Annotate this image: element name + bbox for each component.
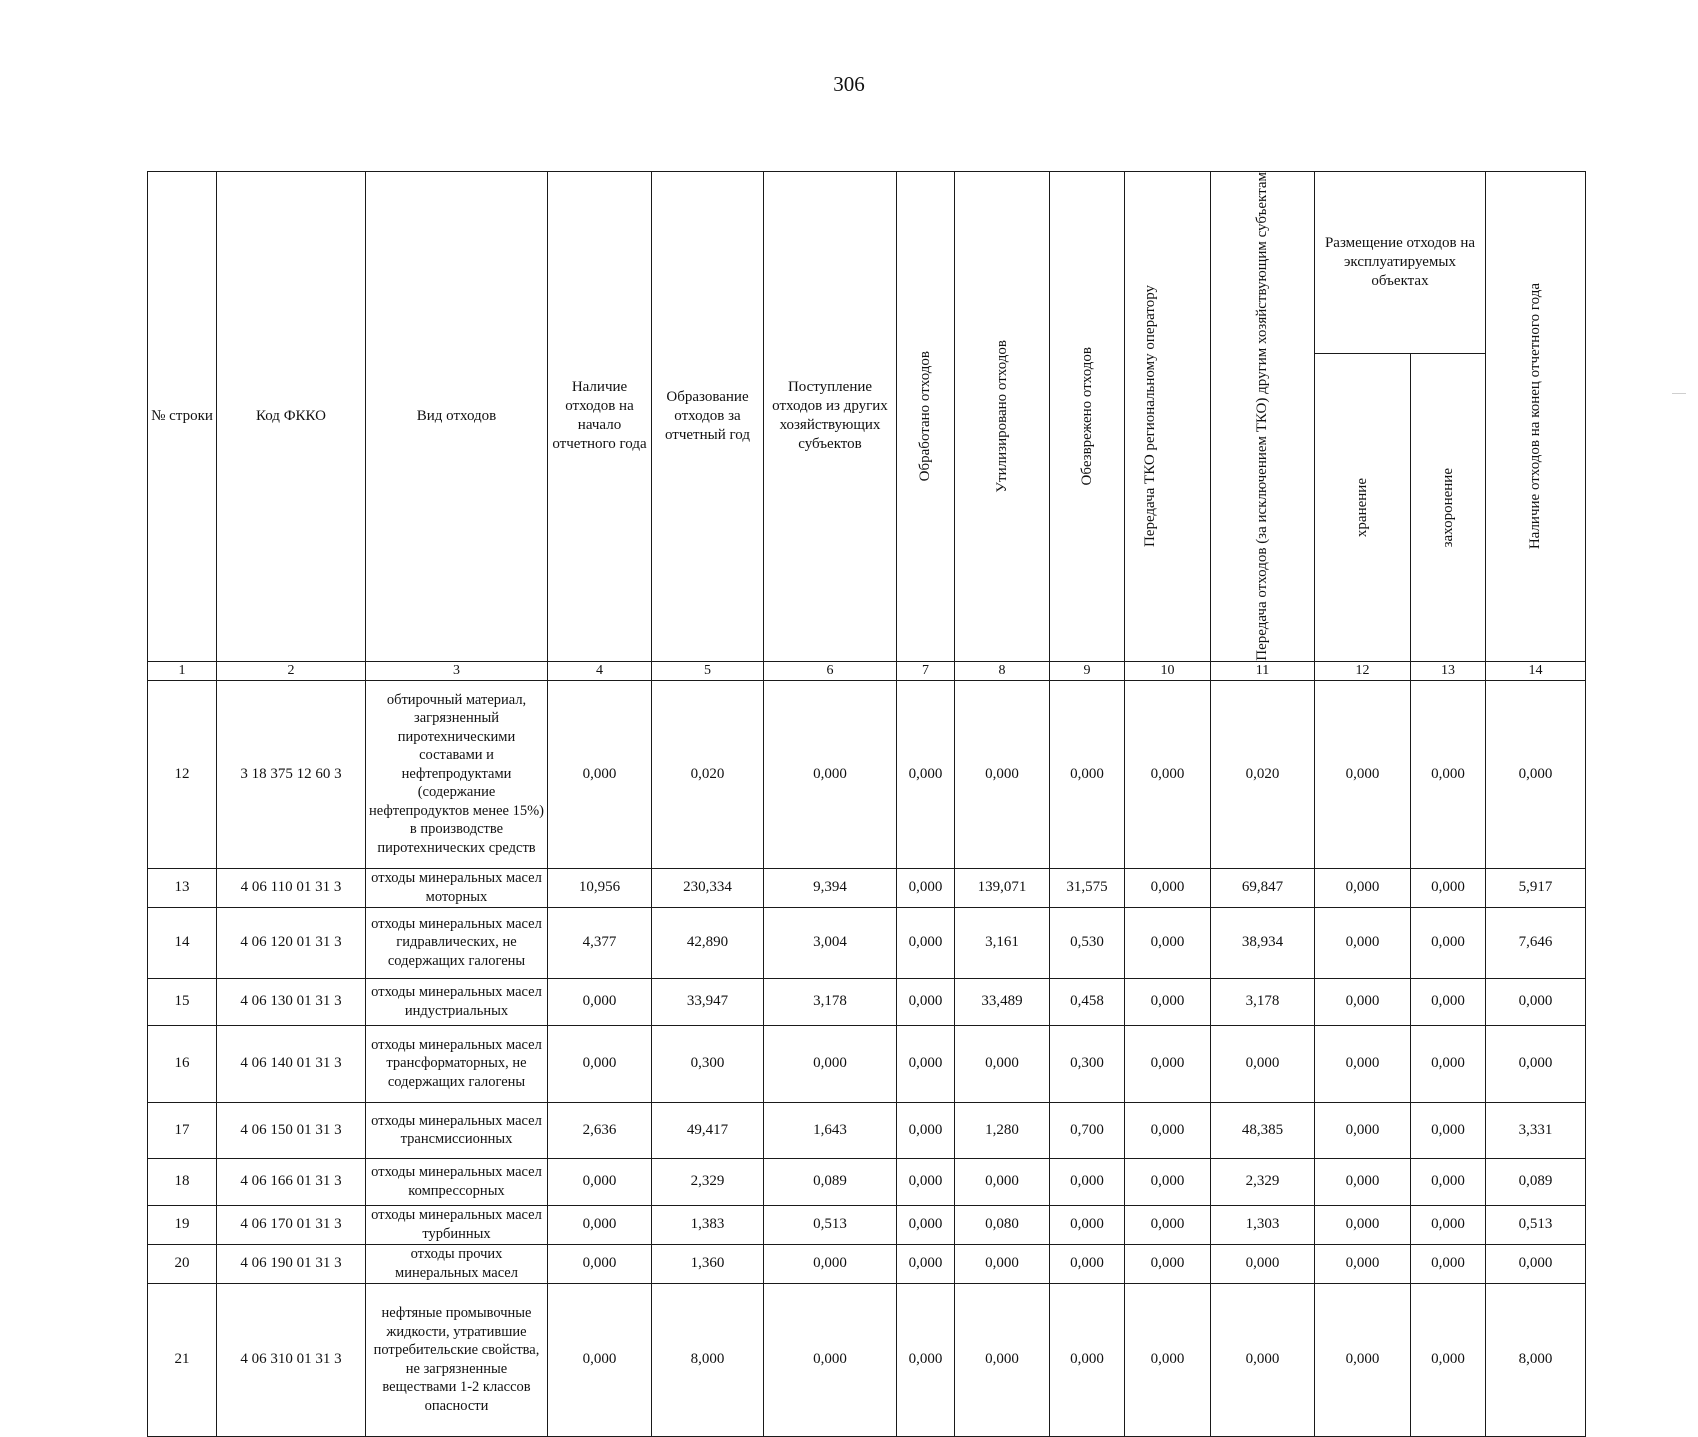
waste-table — [147, 171, 1586, 1437]
row-number: 17 — [148, 1102, 217, 1158]
value-cell: 0,000 — [548, 1205, 652, 1244]
value-cell: 0,458 — [1050, 978, 1125, 1025]
value-cell: 0,000 — [1411, 1244, 1486, 1283]
value-cell: 0,000 — [1315, 1158, 1411, 1205]
header-burial: захоронение — [1411, 354, 1486, 661]
value-cell: 8,000 — [1486, 1283, 1586, 1436]
column-number: 11 — [1211, 661, 1315, 680]
value-cell: 0,000 — [1486, 1244, 1586, 1283]
value-cell: 0,000 — [764, 1244, 897, 1283]
value-cell: 0,000 — [1315, 1244, 1411, 1283]
value-cell: 0,000 — [897, 978, 955, 1025]
value-cell: 3,004 — [764, 907, 897, 978]
header-kind: Вид отходов — [366, 172, 548, 662]
value-cell: 10,956 — [548, 868, 652, 907]
value-cell: 0,000 — [1315, 868, 1411, 907]
fkko-code: 4 06 150 01 31 3 — [217, 1102, 366, 1158]
value-cell: 0,020 — [652, 680, 764, 868]
value-cell: 0,000 — [1050, 1283, 1125, 1436]
value-cell: 1,303 — [1211, 1205, 1315, 1244]
value-cell: 0,000 — [1315, 1102, 1411, 1158]
row-number: 14 — [148, 907, 217, 978]
value-cell: 0,000 — [897, 868, 955, 907]
header-start: Наличие отходов на начало отчетного года — [548, 172, 652, 662]
table-row — [148, 1102, 1586, 1158]
fkko-code: 4 06 310 01 31 3 — [217, 1283, 366, 1436]
value-cell: 0,000 — [1211, 1283, 1315, 1436]
value-cell: 0,000 — [1486, 978, 1586, 1025]
waste-kind: отходы минеральных масел индустриальных — [366, 978, 548, 1025]
value-cell: 0,080 — [955, 1205, 1050, 1244]
value-cell: 0,000 — [1125, 1205, 1211, 1244]
value-cell: 0,000 — [1050, 1244, 1125, 1283]
row-number: 20 — [148, 1244, 217, 1283]
row-number: 21 — [148, 1283, 217, 1436]
value-cell: 0,000 — [955, 1244, 1050, 1283]
value-cell: 0,000 — [548, 978, 652, 1025]
value-cell: 3,331 — [1486, 1102, 1586, 1158]
value-cell: 230,334 — [652, 868, 764, 907]
value-cell: 0,000 — [1211, 1244, 1315, 1283]
value-cell: 8,000 — [652, 1283, 764, 1436]
value-cell: 0,700 — [1050, 1102, 1125, 1158]
fkko-code: 4 06 130 01 31 3 — [217, 978, 366, 1025]
value-cell: 0,000 — [1315, 1025, 1411, 1102]
value-cell: 0,000 — [548, 1158, 652, 1205]
fkko-code: 3 18 375 12 60 3 — [217, 680, 366, 868]
value-cell: 0,000 — [1315, 1283, 1411, 1436]
value-cell: 0,000 — [1211, 1025, 1315, 1102]
column-number: 5 — [652, 661, 764, 680]
value-cell: 1,643 — [764, 1102, 897, 1158]
header-end: Наличие отходов на конец отчетного года — [1486, 172, 1586, 662]
header-utilized: Утилизировано отходов — [955, 172, 1050, 662]
header-formed: Образование отходов за отчетный год — [652, 172, 764, 662]
value-cell: 2,329 — [1211, 1158, 1315, 1205]
value-cell: 2,636 — [548, 1102, 652, 1158]
value-cell: 0,020 — [1211, 680, 1315, 868]
row-number: 12 — [148, 680, 217, 868]
row-number: 18 — [148, 1158, 217, 1205]
value-cell: 0,000 — [1125, 907, 1211, 978]
fkko-code: 4 06 190 01 31 3 — [217, 1244, 366, 1283]
value-cell: 0,000 — [897, 1283, 955, 1436]
fkko-code: 4 06 140 01 31 3 — [217, 1025, 366, 1102]
value-cell: 0,000 — [1050, 1158, 1125, 1205]
value-cell: 0,000 — [1125, 680, 1211, 868]
value-cell: 3,161 — [955, 907, 1050, 978]
value-cell: 33,947 — [652, 978, 764, 1025]
value-cell: 0,000 — [1125, 1158, 1211, 1205]
table-header — [148, 172, 1586, 681]
value-cell: 0,000 — [1125, 868, 1211, 907]
waste-kind: отходы минеральных масел компрессорных — [366, 1158, 548, 1205]
value-cell: 1,360 — [652, 1244, 764, 1283]
value-cell: 0,000 — [955, 1025, 1050, 1102]
waste-kind: отходы минеральных масел моторных — [366, 868, 548, 907]
column-number: 4 — [548, 661, 652, 680]
table-row — [148, 1244, 1586, 1283]
column-number: 3 — [366, 661, 548, 680]
table-row — [148, 907, 1586, 978]
value-cell: 0,000 — [1315, 1205, 1411, 1244]
value-cell: 0,000 — [1125, 1283, 1211, 1436]
waste-kind: нефтяные промывочные жидкости, утратившие потребительские свойства, не загрязненные веществами 1-2 классов опасности — [366, 1283, 548, 1436]
value-cell: 0,300 — [652, 1025, 764, 1102]
header-storage: хранение — [1315, 354, 1411, 661]
value-cell: 0,000 — [764, 1025, 897, 1102]
value-cell: 0,000 — [1486, 1025, 1586, 1102]
value-cell: 69,847 — [1211, 868, 1315, 907]
value-cell: 0,000 — [1125, 1102, 1211, 1158]
row-number: 15 — [148, 978, 217, 1025]
value-cell: 0,000 — [1411, 1025, 1486, 1102]
row-number: 19 — [148, 1205, 217, 1244]
value-cell: 0,000 — [955, 1283, 1050, 1436]
table-row — [148, 1025, 1586, 1102]
row-number: 13 — [148, 868, 217, 907]
value-cell: 9,394 — [764, 868, 897, 907]
value-cell: 0,000 — [1486, 680, 1586, 868]
fkko-code: 4 06 110 01 31 3 — [217, 868, 366, 907]
waste-kind: отходы минеральных масел гидравлических, не содержащих галогены — [366, 907, 548, 978]
value-cell: 2,329 — [652, 1158, 764, 1205]
value-cell: 0,000 — [897, 680, 955, 868]
value-cell: 3,178 — [1211, 978, 1315, 1025]
table-row — [148, 1205, 1586, 1244]
value-cell: 49,417 — [652, 1102, 764, 1158]
column-number: 7 — [897, 661, 955, 680]
header-received: Поступление отходов из других хозяйствующих субъектов — [764, 172, 897, 662]
waste-kind: отходы минеральных масел трансформаторных, не содержащих галогены — [366, 1025, 548, 1102]
waste-kind: обтирочный материал, загрязненный пиротехническими составами и нефтепродуктами (содержание нефтепродуктов менее 15%) в производстве пиротехнических средств — [366, 680, 548, 868]
header-placement-group: Размещение отходов на эксплуатируемых объектах — [1315, 172, 1486, 354]
value-cell: 0,089 — [764, 1158, 897, 1205]
value-cell: 0,000 — [1315, 680, 1411, 868]
table-row — [148, 978, 1586, 1025]
column-number: 12 — [1315, 661, 1411, 680]
fkko-code: 4 06 120 01 31 3 — [217, 907, 366, 978]
scan-mark — [1672, 393, 1686, 394]
value-cell: 0,000 — [1411, 868, 1486, 907]
header-transfer-other: Передача отходов (за исключением ТКО) другим хозяйствующим субъектам — [1211, 172, 1315, 662]
value-cell: 0,000 — [548, 1025, 652, 1102]
column-number: 13 — [1411, 661, 1486, 680]
value-cell: 0,000 — [955, 680, 1050, 868]
waste-kind: отходы минеральных масел трансмиссионных — [366, 1102, 548, 1158]
header-code: Код ФККО — [217, 172, 366, 662]
table-row — [148, 868, 1586, 907]
value-cell: 33,489 — [955, 978, 1050, 1025]
value-cell: 0,000 — [1411, 907, 1486, 978]
value-cell: 0,000 — [897, 1025, 955, 1102]
value-cell: 42,890 — [652, 907, 764, 978]
value-cell: 4,377 — [548, 907, 652, 978]
value-cell: 0,000 — [1411, 1158, 1486, 1205]
column-number: 10 — [1125, 661, 1211, 680]
waste-kind: отходы минеральных масел турбинных — [366, 1205, 548, 1244]
table-row — [148, 1283, 1586, 1436]
value-cell: 0,089 — [1486, 1158, 1586, 1205]
value-cell: 0,000 — [1411, 1205, 1486, 1244]
table-body — [148, 680, 1586, 1436]
header-processed: Обработано отходов — [897, 172, 955, 662]
value-cell: 0,513 — [764, 1205, 897, 1244]
value-cell: 0,000 — [955, 1158, 1050, 1205]
value-cell: 0,000 — [1050, 680, 1125, 868]
waste-kind: отходы прочих минеральных масел — [366, 1244, 548, 1283]
value-cell: 0,000 — [897, 1102, 955, 1158]
column-number: 9 — [1050, 661, 1125, 680]
value-cell: 0,000 — [1125, 1025, 1211, 1102]
value-cell: 0,000 — [1125, 978, 1211, 1025]
value-cell: 139,071 — [955, 868, 1050, 907]
value-cell: 48,385 — [1211, 1102, 1315, 1158]
value-cell: 1,383 — [652, 1205, 764, 1244]
fkko-code: 4 06 170 01 31 3 — [217, 1205, 366, 1244]
value-cell: 38,934 — [1211, 907, 1315, 978]
value-cell: 0,000 — [897, 1158, 955, 1205]
value-cell: 0,000 — [548, 1283, 652, 1436]
value-cell: 0,000 — [897, 1244, 955, 1283]
value-cell: 1,280 — [955, 1102, 1050, 1158]
value-cell: 0,000 — [1050, 1205, 1125, 1244]
value-cell: 3,178 — [764, 978, 897, 1025]
value-cell: 31,575 — [1050, 868, 1125, 907]
value-cell: 0,513 — [1486, 1205, 1586, 1244]
column-number: 1 — [148, 661, 217, 680]
column-number: 8 — [955, 661, 1050, 680]
value-cell: 0,000 — [1315, 907, 1411, 978]
value-cell: 0,000 — [1411, 680, 1486, 868]
column-number: 14 — [1486, 661, 1586, 680]
value-cell: 0,000 — [1125, 1244, 1211, 1283]
table-row — [148, 1158, 1586, 1205]
value-cell: 0,000 — [548, 680, 652, 868]
row-number: 16 — [148, 1025, 217, 1102]
value-cell: 7,646 — [1486, 907, 1586, 978]
value-cell: 0,300 — [1050, 1025, 1125, 1102]
fkko-code: 4 06 166 01 31 3 — [217, 1158, 366, 1205]
value-cell: 5,917 — [1486, 868, 1586, 907]
value-cell: 0,000 — [764, 1283, 897, 1436]
header-neutralized: Обезврежено отходов — [1050, 172, 1125, 662]
column-number: 6 — [764, 661, 897, 680]
table-row — [148, 680, 1586, 868]
value-cell: 0,000 — [548, 1244, 652, 1283]
value-cell: 0,000 — [897, 1205, 955, 1244]
column-number-row — [148, 661, 1586, 680]
value-cell: 0,530 — [1050, 907, 1125, 978]
value-cell: 0,000 — [1411, 978, 1486, 1025]
value-cell: 0,000 — [1411, 1283, 1486, 1436]
value-cell: 0,000 — [1315, 978, 1411, 1025]
column-number: 2 — [217, 661, 366, 680]
header-tko-operator: Передача ТКО региональному оператору — [1125, 172, 1211, 662]
page-number: 306 — [833, 72, 865, 96]
value-cell: 0,000 — [1411, 1102, 1486, 1158]
value-cell: 0,000 — [764, 680, 897, 868]
header-row-no: № строки — [148, 172, 217, 662]
value-cell: 0,000 — [897, 907, 955, 978]
